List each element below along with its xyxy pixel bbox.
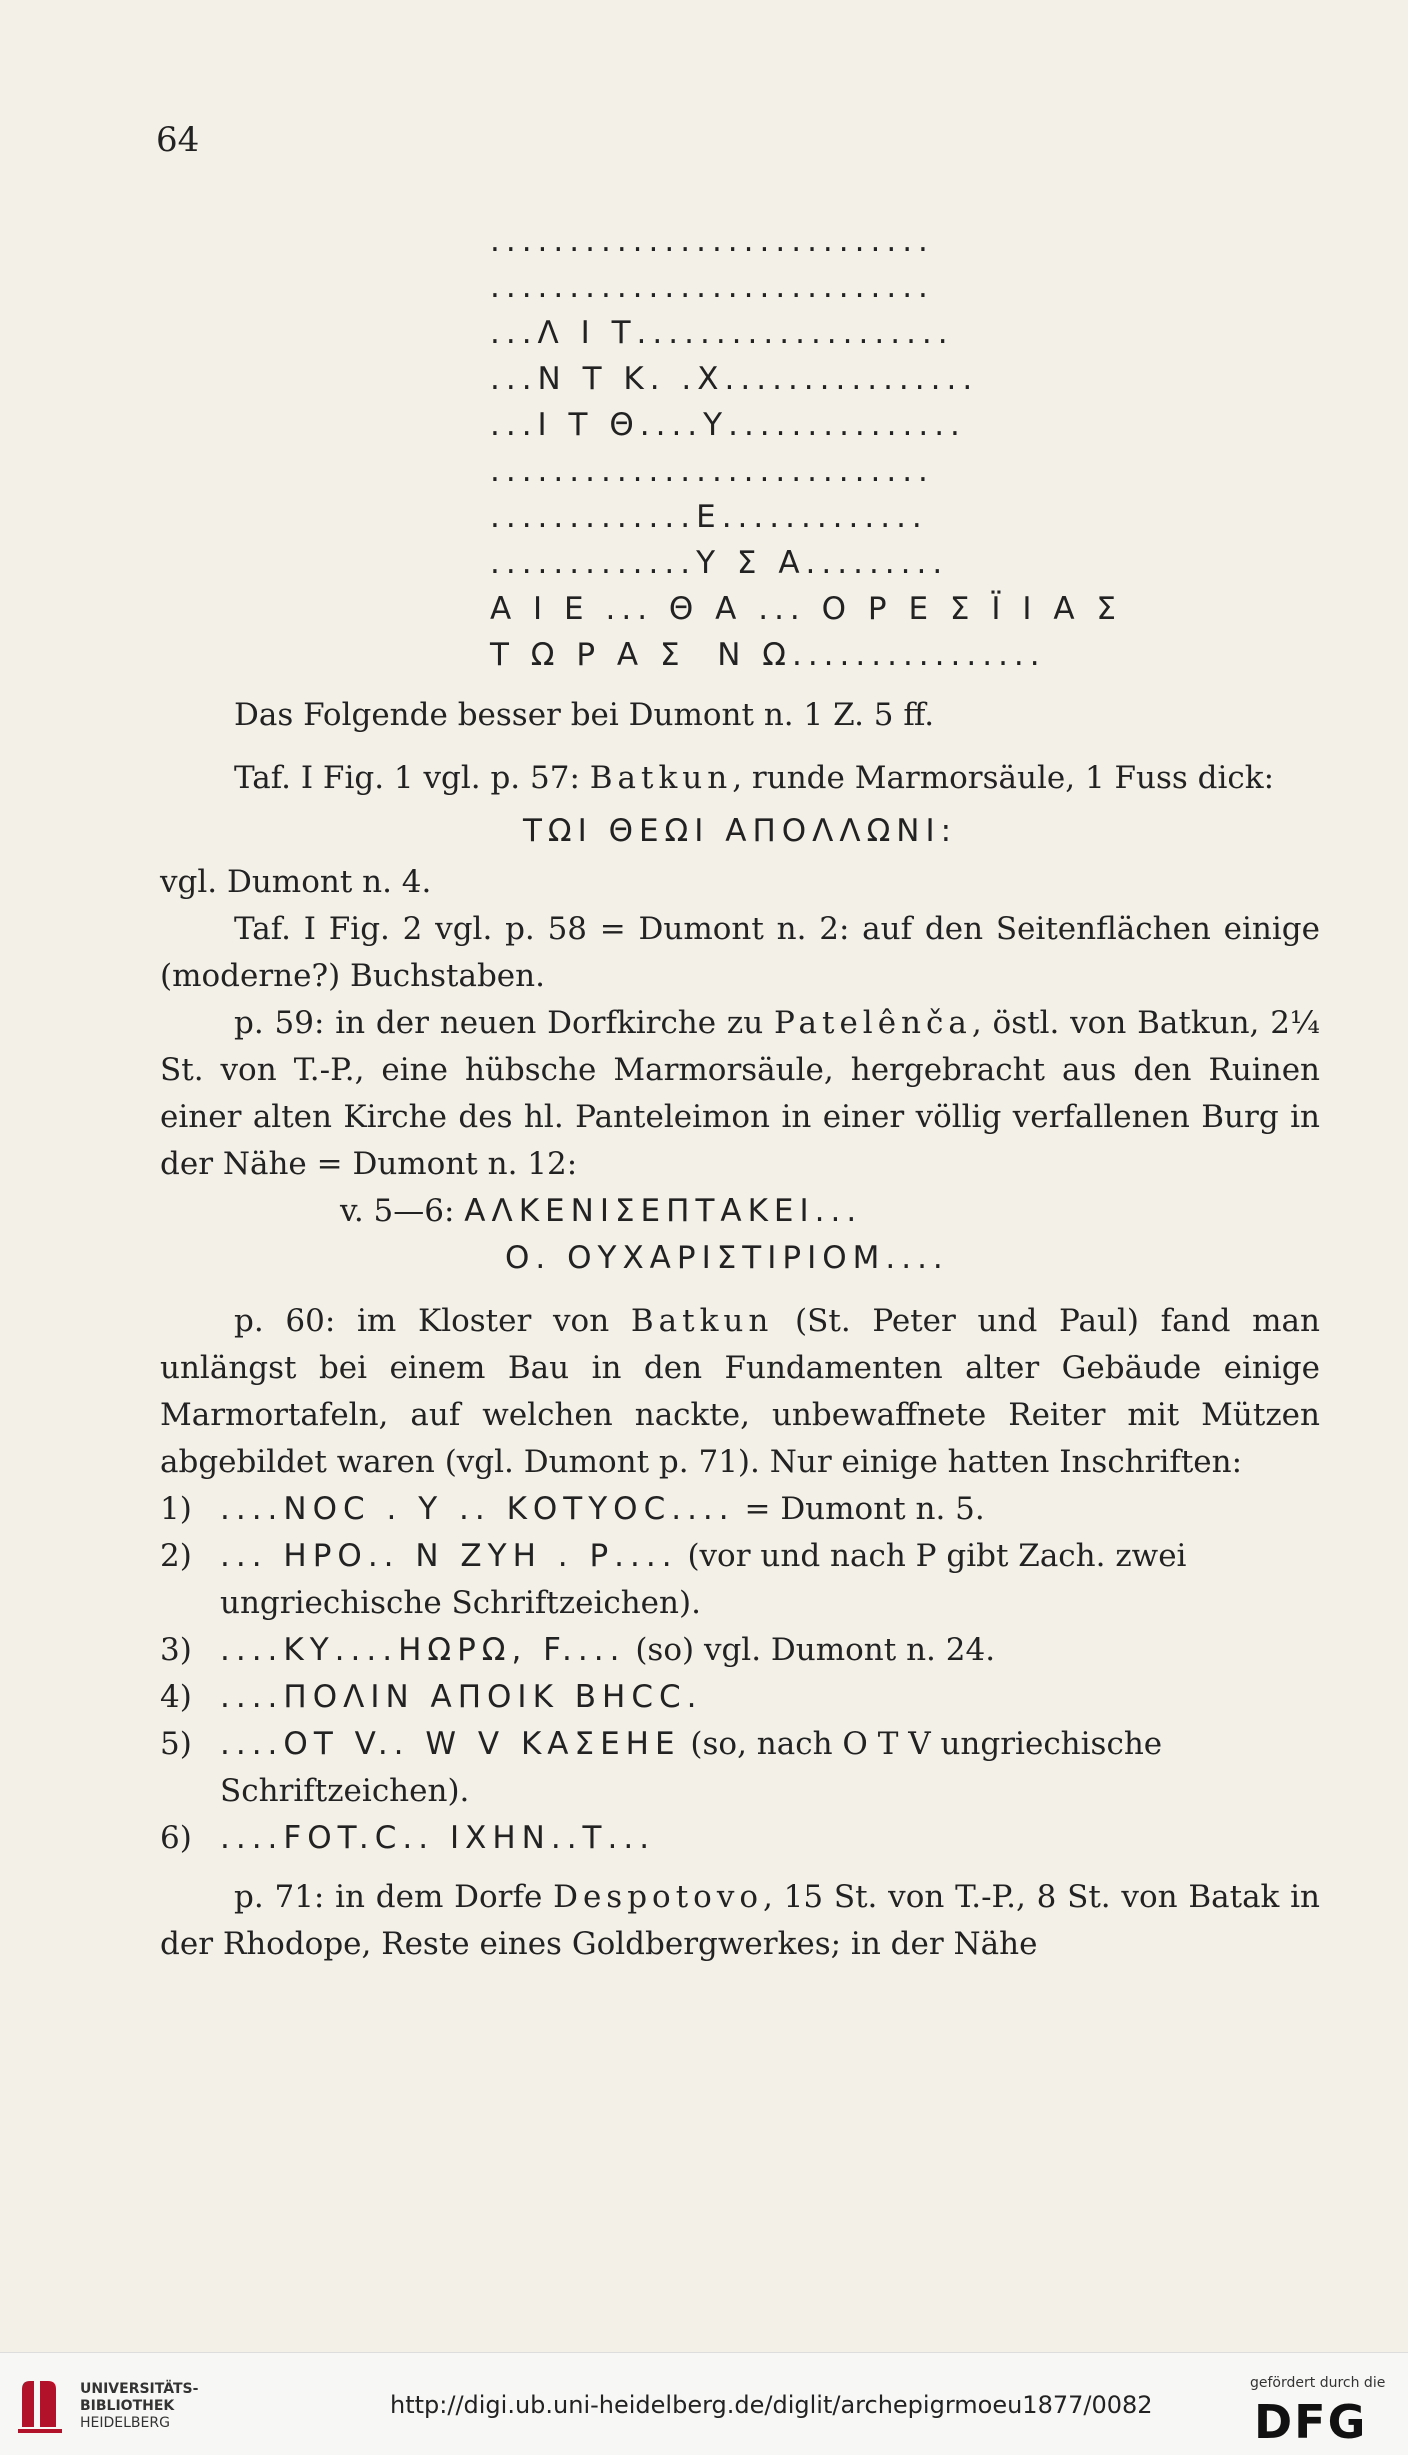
text-span: p. 60: im Kloster von [234,1303,610,1339]
list-text: (so, nach O T V ungriechische Schriftzeichen). [220,1726,1163,1809]
paragraph-taf1-fig1 [160,755,1320,802]
inscription-line: ............................ [490,453,934,489]
verse-label: v. 5—6: [340,1193,455,1229]
uni-line: BIBLIOTHEK [80,2398,175,2414]
inscription-line: Α Ι Ε ... Θ Α ... Ο Ρ Ε Σ Ϊ Ι Α Σ [490,591,1122,627]
paragraph-dumont: Das Folgende besser bei Dumont n. 1 Z. 5 ff. [234,697,935,733]
text-span: p. 71: in dem Dorfe [234,1879,543,1915]
place-name: Batkun [589,760,733,796]
list-greek: ....ΠΟΛΙΝ ΑΠΟΙΚ ΒΗCC. [220,1679,703,1715]
list-item [160,1721,1320,1815]
dfg-caption: gefördert durch die [1250,2375,1386,2391]
university-logo-icon [14,2375,70,2435]
text-span: (St. Peter und Paul) fand man unlängst bei einem Bau in den Fundamenten alter Gebäude einige Marmortafeln, auf welchen nackte, unbewaffnete Reiter mit Mützen abgebildet waren (vgl. Dumont p. 71). Nur einige hatten Inschriften: [160,1303,1320,1480]
list-greek: ... ΗΡΟ.. Ν ΖΥΗ . Ρ.... [220,1538,678,1574]
footer-bar [0,2352,1408,2455]
paragraph-taf1-fig2: Taf. I Fig. 2 vgl. p. 58 = Dumont n. 2: auf den Seitenflächen einige (moderne?) Buchstaben. [160,911,1320,994]
main-text [160,692,1320,1968]
list-text: = Dumont n. 5. [744,1491,985,1527]
list-number: 5) [160,1726,192,1762]
place-name: Batkun [630,1303,774,1339]
text-span: , runde Marmorsäule, 1 Fuss dick: [732,760,1275,796]
list-greek: ....FOT.C.. ΙΧΗΝ..Τ... [220,1820,656,1856]
inscription-line: .............Υ Σ Α......... [490,545,949,581]
list-number: 2) [160,1538,192,1574]
list-text: (vor und nach P gibt Zach. zwei ungriechische Schriftzeichen). [220,1538,1187,1621]
list-item [160,1533,1320,1627]
list-text: (so) vgl. Dumont n. 24. [635,1632,996,1668]
text-span: , 15 St. von T.-P., 8 St. von Batak in der Rhodope, Reste eines Goldbergwerkes; in der Nähe [160,1879,1320,1962]
text-span: p. 59: in der neuen Dorfkirche zu [234,1005,764,1041]
verse-6: Ο. ΟΥΧΑΡΙΣΤΙΡΙΟΜ.... [505,1240,949,1276]
list-number: 3) [160,1632,192,1668]
inscription-block [490,218,1122,678]
list-greek: ....NOC . Υ .. ΚΟΤΥΟC.... [220,1491,735,1527]
list-item [160,1486,1320,1533]
inscription-line: .............Ε............. [490,499,928,535]
list-item [160,1674,1320,1721]
university-name [80,2381,198,2432]
inscription-line: ...Ι Τ Θ....Υ............... [490,407,966,443]
inscription-list [160,1486,1320,1862]
text-span: , östl. von Batkun, 2¼ St. von T.-P., eine hübsche Marmorsäule, hergebracht aus den Ruinen einer alten Kirche des hl. Panteleimon in einer völlig verfallenen Burg in der Nähe = Dumont n. 12: [160,1005,1320,1182]
page-number: 64 [156,120,200,160]
list-number: 6) [160,1820,192,1856]
paragraph-p60 [160,1298,1320,1486]
inscription-line: ...Λ Ι Τ.................... [490,315,954,351]
inscription-line: ............................ [490,269,934,305]
inscription-line: ............................ [490,223,934,259]
verses-block [160,1188,1320,1282]
list-greek: ....ΚΥ....ΗΩΡΩ, F.... [220,1632,626,1668]
uni-line: UNIVERSITÄTS- [80,2381,199,2397]
place-name: Patelênča [774,1005,972,1041]
uni-line: HEIDELBERG [80,2415,170,2431]
paragraph-p71 [160,1874,1320,1968]
list-greek: ....ΟΤ V.. W V ΚΑΣΕΗΕ [220,1726,681,1762]
place-name: Despotovo [553,1879,764,1915]
paragraph-p59 [160,1000,1320,1188]
list-item [160,1627,1320,1674]
inscription-line: Τ Ω Ρ Α Σ Ν Ω................ [490,637,1046,673]
inscription-line: ...Ν Τ Κ. .Χ................ [490,361,979,397]
list-item [160,1815,1320,1862]
inscription-apollo: ΤΩΙ ΘΕΩΙ ΑΠΟΛΛΩΝΙ: [522,813,958,849]
dfg-logo: DFG [1254,2395,1368,2449]
list-number: 4) [160,1679,192,1715]
list-number: 1) [160,1491,192,1527]
verse-5: ΑΛΚΕΝΙΣΕΠΤΑΚΕΙ... [464,1193,863,1229]
text-span: Taf. I Fig. 1 vgl. p. 57: [234,760,580,796]
source-url-link[interactable]: http://digi.ub.uni-heidelberg.de/diglit/archepigrmoeu1877/0082 [390,2391,1153,2419]
paragraph-vgl: vgl. Dumont n. 4. [160,864,432,900]
